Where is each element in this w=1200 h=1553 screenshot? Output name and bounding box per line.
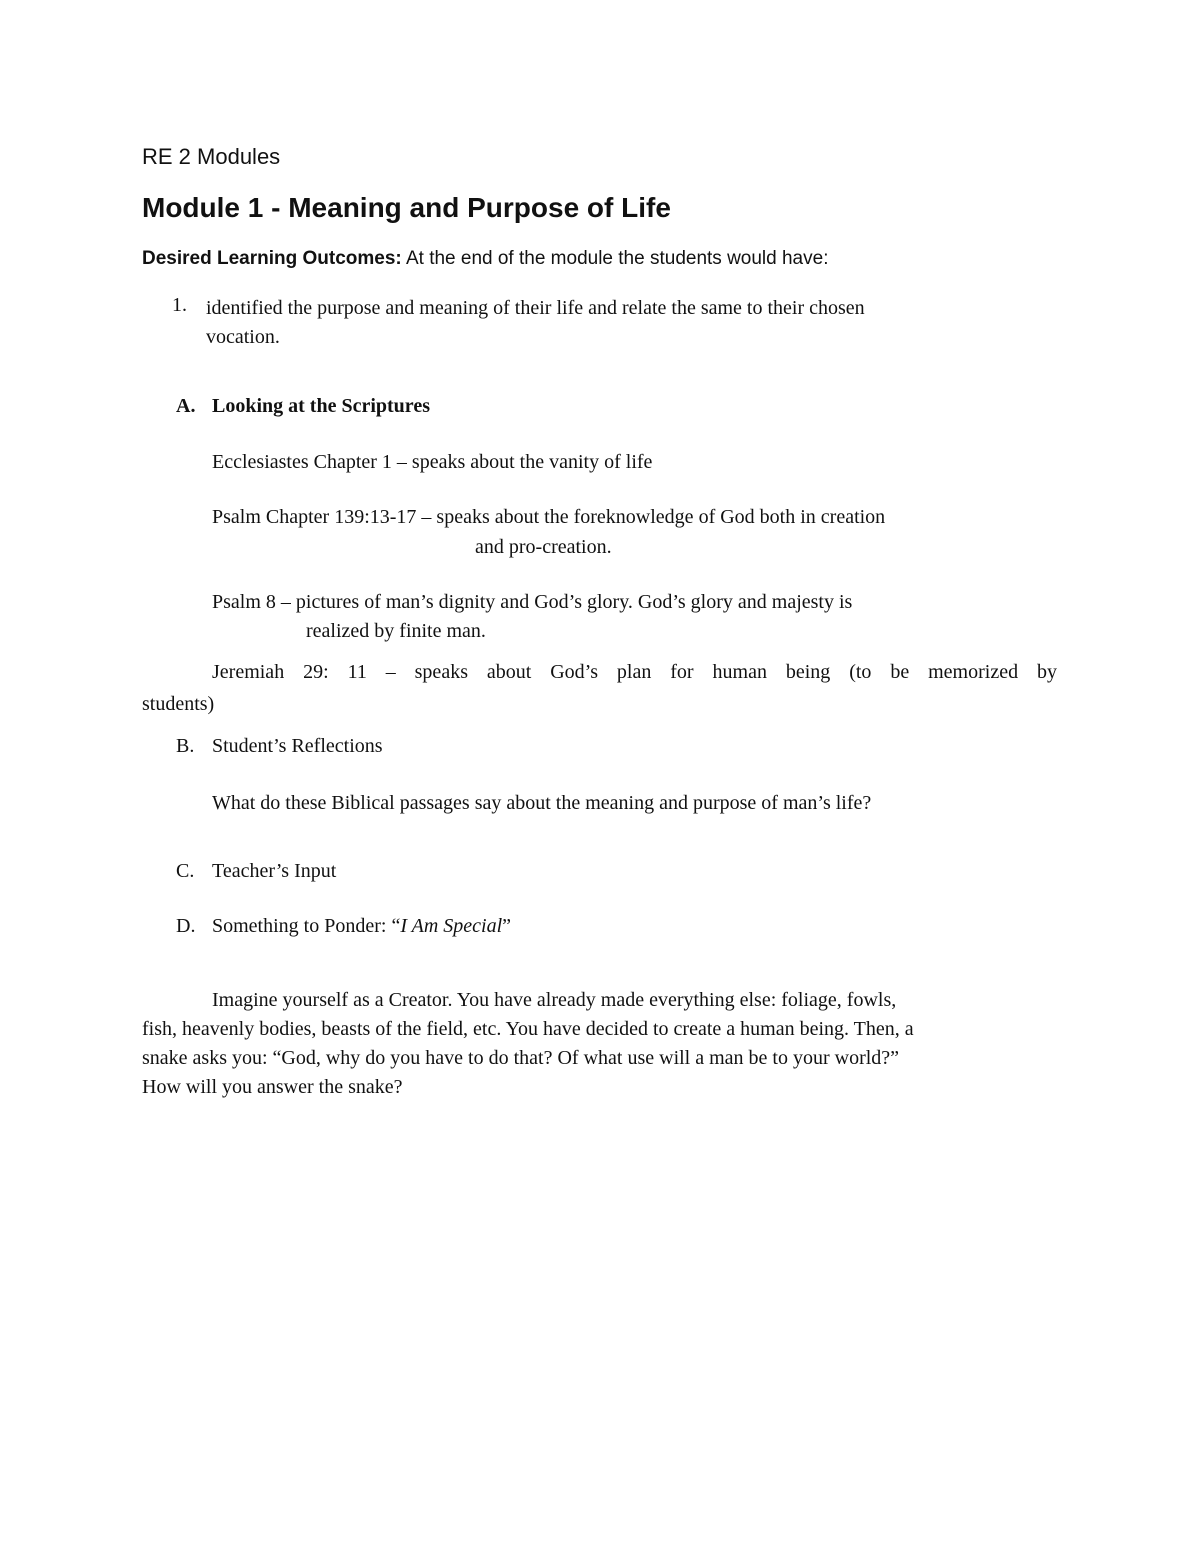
section-d-letter: D. [176,915,196,937]
section-b-letter: B. [176,735,195,757]
outcome-item-line: vocation. [206,326,280,348]
section-d-title-italic: I Am Special [400,915,503,937]
section-d-title-prefix: Something to Ponder: “ [212,915,401,937]
document-header: RE 2 Modules [142,144,281,169]
section-c-title: Teacher’s Input [212,860,337,882]
scripture-ecclesiastes: Ecclesiastes Chapter 1 – speaks about the vanity of life [212,451,653,473]
scripture-jeremiah-line2: students) [142,693,215,715]
section-c-letter: C. [176,860,195,882]
outcomes-label: Desired Learning Outcomes: [142,248,402,269]
reflection-question: What do these Biblical passages say about the meaning and purpose of man’s life? [212,792,872,814]
scripture-jeremiah-line1: Jeremiah 29: 11 – speaks about God’s plan for human being (to be memorized by [212,661,1057,683]
section-b-title: Student’s Reflections [212,735,383,757]
outcome-item-line: identified the purpose and meaning of their life and relate the same to their chosen [206,297,865,319]
scripture-psalm139-line2: and pro-creation. [475,536,612,558]
outcomes-text: At the end of the module the students would have: [401,248,829,269]
outcome-item-number: 1. [172,294,187,316]
scripture-psalm8-line2: realized by finite man. [306,620,486,642]
module-title: Module 1 - Meaning and Purpose of Life [142,192,671,223]
section-a-letter: A. [176,395,196,417]
scripture-psalm139-line1: Psalm Chapter 139:13-17 – speaks about the foreknowledge of God both in creation [212,506,886,528]
learning-outcomes [142,248,828,270]
ponder-paragraph-line4: How will you answer the snake? [142,1076,403,1098]
section-d-title [212,915,511,938]
section-d-title-suffix: ” [502,915,512,937]
ponder-paragraph-line3: snake asks you: “God, why do you have to do that? Of what use will a man be to your world?” [142,1047,900,1069]
outcome-item-text [206,294,865,352]
ponder-paragraph-line2: fish, heavenly bodies, beasts of the field, etc. You have decided to create a human being. Then, a [142,1018,914,1040]
ponder-paragraph-line1: Imagine yourself as a Creator. You have already made everything else: foliage, fowls, [212,989,897,1011]
section-a-title: Looking at the Scriptures [212,395,430,417]
scripture-psalm8-line1: Psalm 8 – pictures of man’s dignity and God’s glory. God’s glory and majesty is [212,591,853,613]
